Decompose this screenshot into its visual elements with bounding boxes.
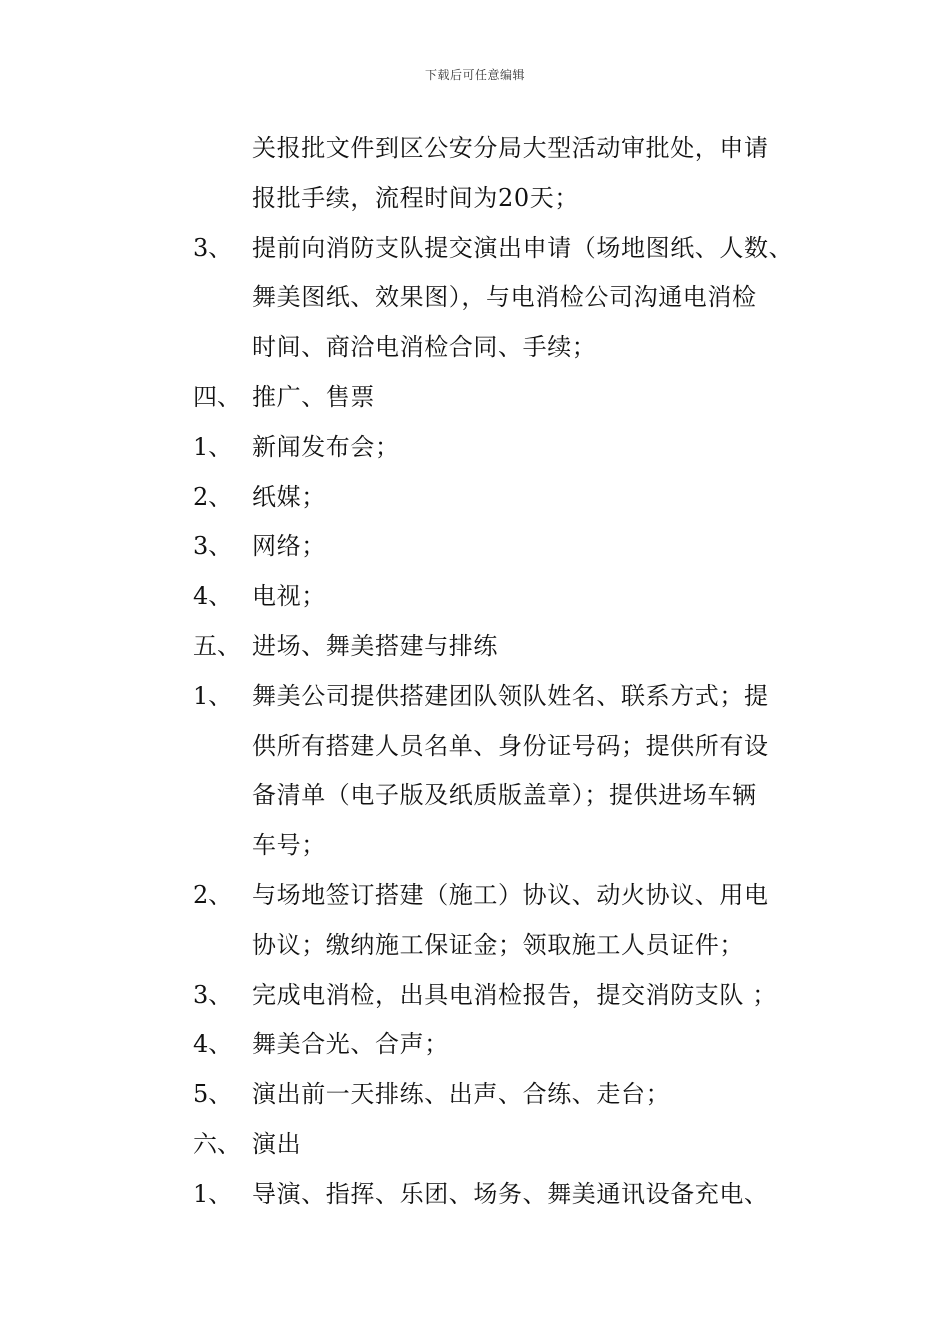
section-title: 推广、售票 [252,382,375,411]
section-number: 四、 [193,382,241,411]
line-text: 协议；缴纳施工保证金；领取施工人员证件； [252,930,744,959]
line-text: 报批手续，流程时间为20天； [252,183,579,212]
line-text: 时间、商洽电消检合同、手续； [252,333,597,362]
list-marker: 1、 [193,1179,233,1208]
section-heading [0,622,950,672]
section-title: 演出 [252,1129,302,1158]
line-text: 供所有搭建人员名单、身份证号码；提供所有设 [252,731,769,760]
list-marker: 4、 [193,1030,233,1059]
list-item [0,224,950,274]
line-text: 演出前一天排练、出声、合练、走台； [252,1080,671,1109]
list-item [0,423,950,473]
list-item [0,572,950,622]
list-item [0,1020,950,1070]
text-line [0,124,950,174]
text-line [0,273,950,323]
text-line [0,771,950,821]
list-marker: 1、 [193,432,233,461]
list-item [0,522,950,572]
section-number: 五、 [193,631,241,660]
section-title: 进场、舞美搭建与排练 [252,631,498,660]
line-text: 与场地签订搭建（施工）协议、动火协议、用电 [252,880,769,909]
list-item [0,971,950,1021]
list-item [0,871,950,921]
list-item [0,672,950,722]
text-line [0,323,950,373]
list-item [0,1070,950,1120]
line-text: 舞美图纸、效果图），与电消检公司沟通电消检 [252,283,757,312]
text-line [0,174,950,224]
line-text: 完成电消检，出具电消检报告，提交消防支队 ； [252,980,777,1009]
line-text: 新闻发布会； [252,432,400,461]
list-marker: 2、 [193,880,233,909]
line-text: 舞美合光、合声； [252,1030,449,1059]
list-marker: 4、 [193,582,233,611]
line-text: 导演、指挥、乐团、场务、舞美通讯设备充电、 [252,1179,769,1208]
text-line [0,722,950,772]
section-heading [0,373,950,423]
line-text: 舞美公司提供搭建团队领队姓名、联系方式；提 [252,681,769,710]
list-marker: 3、 [193,233,233,262]
list-marker: 5、 [193,1080,233,1109]
line-text: 网络； [252,532,326,561]
list-marker: 2、 [193,482,233,511]
section-number: 六、 [193,1129,241,1158]
line-text: 备清单（电子版及纸质版盖章）；提供进场车辆 [252,781,757,810]
line-text: 纸媒； [252,482,326,511]
line-text: 电视； [252,582,326,611]
text-line [0,921,950,971]
line-text: 提前向消防支队提交演出申请（场地图纸、人数、 [252,233,794,262]
list-marker: 3、 [193,532,233,561]
line-text: 车号； [252,831,326,860]
list-marker: 1、 [193,681,233,710]
line-text: 关报批文件到区公安分局大型活动审批处，申请 [252,134,769,162]
text-line [0,821,950,871]
page-header: 下载后可任意编辑 [424,68,525,82]
document-body [0,124,950,1220]
list-item [0,473,950,523]
list-item [0,1170,950,1220]
list-marker: 3、 [193,980,233,1009]
section-heading [0,1120,950,1170]
